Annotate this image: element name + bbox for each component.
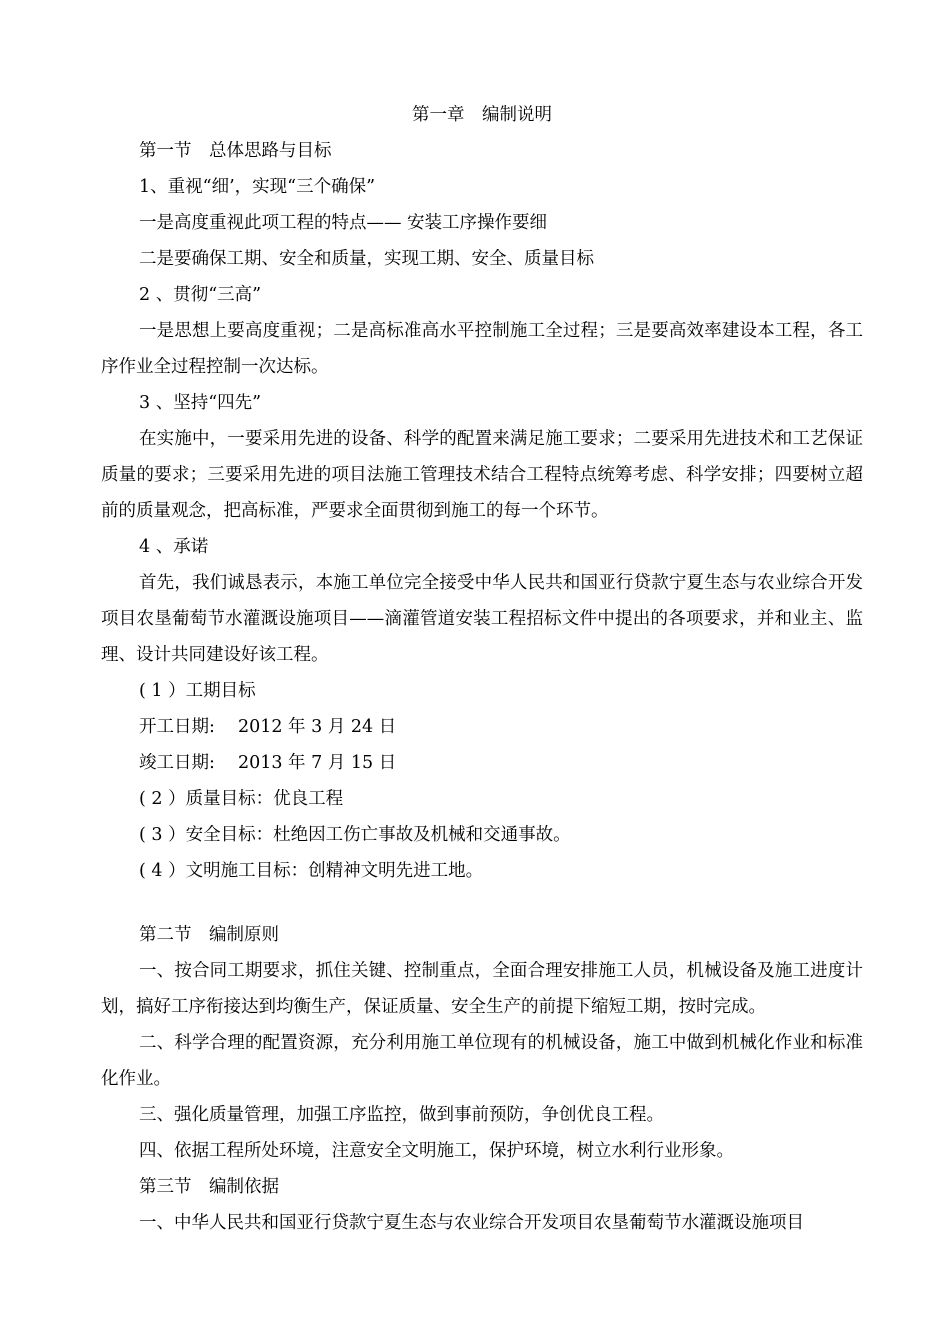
basis-1: 一、中华人民共和国亚行贷款宁夏生态与农业综合开发项目农垦葡萄节水灌溉设施项目 [139,1213,804,1233]
item-4-paragraph: 首先，我们诚恳表示，本施工单位完全接受中华人民共和国亚行贷款宁夏生态与农业综合开发项目农垦葡萄节水灌溉设施项目——滴灌管道安装工程招标文件中提出的各项要求，并和业主、监理、设计共同建设好该工程。 [101,573,863,665]
blank-line [101,889,863,917]
principle-2: 二、科学合理的配置资源，充分利用施工单位现有的机械设备，施工中做到机械化作业和标准化作业。 [101,1033,863,1089]
section-heading-3: 第三节 编制依据 [139,1177,279,1197]
item-1-line-2: 二是要确保工期、安全和质量，实现工期、安全、质量目标 [139,249,594,269]
item-3-paragraph: 在实施中，一要采用先进的设备、科学的配置来满足施工要求；二要采用先进技术和工艺保证质量的要求；三要采用先进的项目法施工管理技术结合工程特点统筹考虑、科学安排；四要树立超前的质量观念，把高标准，严要求全面贯彻到施工的每一个环节。 [101,429,863,521]
document-body [101,97,863,1241]
goal-3: ( 3 ）安全目标：杜绝因工伤亡事故及机械和交通事故。 [139,825,571,845]
chapter-title: 第一章 编制说明 [412,105,552,125]
section-heading-1: 第一节 总体思路与目标 [139,141,332,161]
goal-2: ( 2 ）质量目标：优良工程 [139,789,344,809]
principle-1: 一、按合同工期要求，抓住关键、控制重点，全面合理安排施工人员，机械设备及施工进度计划，搞好工序衔接达到均衡生产，保证质量、安全生产的前提下缩短工期，按时完成。 [101,961,863,1017]
item-heading-1: 1、重视“细’，实现“三个确保” [139,177,376,197]
item-heading-2: 2 、贯彻“三高” [139,285,262,305]
goal-4: ( 4 ）文明施工目标：创精神文明先进工地。 [139,861,484,881]
start-date: 开工日期: 2012 年 3 月 24 日 [139,717,397,737]
principle-3: 三、强化质量管理，加强工序监控，做到事前预防，争创优良工程。 [139,1105,664,1125]
end-date: 竣工日期: 2013 年 7 月 15 日 [139,753,397,773]
item-2-paragraph: 一是思想上要高度重视；二是高标准高水平控制施工全过程；三是要高效率建设本工程，各工序作业全过程控制一次达标。 [101,321,863,377]
item-heading-3: 3 、坚持“四先” [139,393,262,413]
principle-4: 四、依据工程所处环境，注意安全文明施工，保护环境，树立水利行业形象。 [139,1141,734,1161]
section-heading-2: 第二节 编制原则 [139,925,279,945]
item-heading-4: 4 、承诺 [139,537,209,557]
item-1-line-1: 一是高度重视此项工程的特点—— 安装工序操作要细 [139,213,548,233]
goal-1-heading: ( 1 ）工期目标 [139,681,256,701]
